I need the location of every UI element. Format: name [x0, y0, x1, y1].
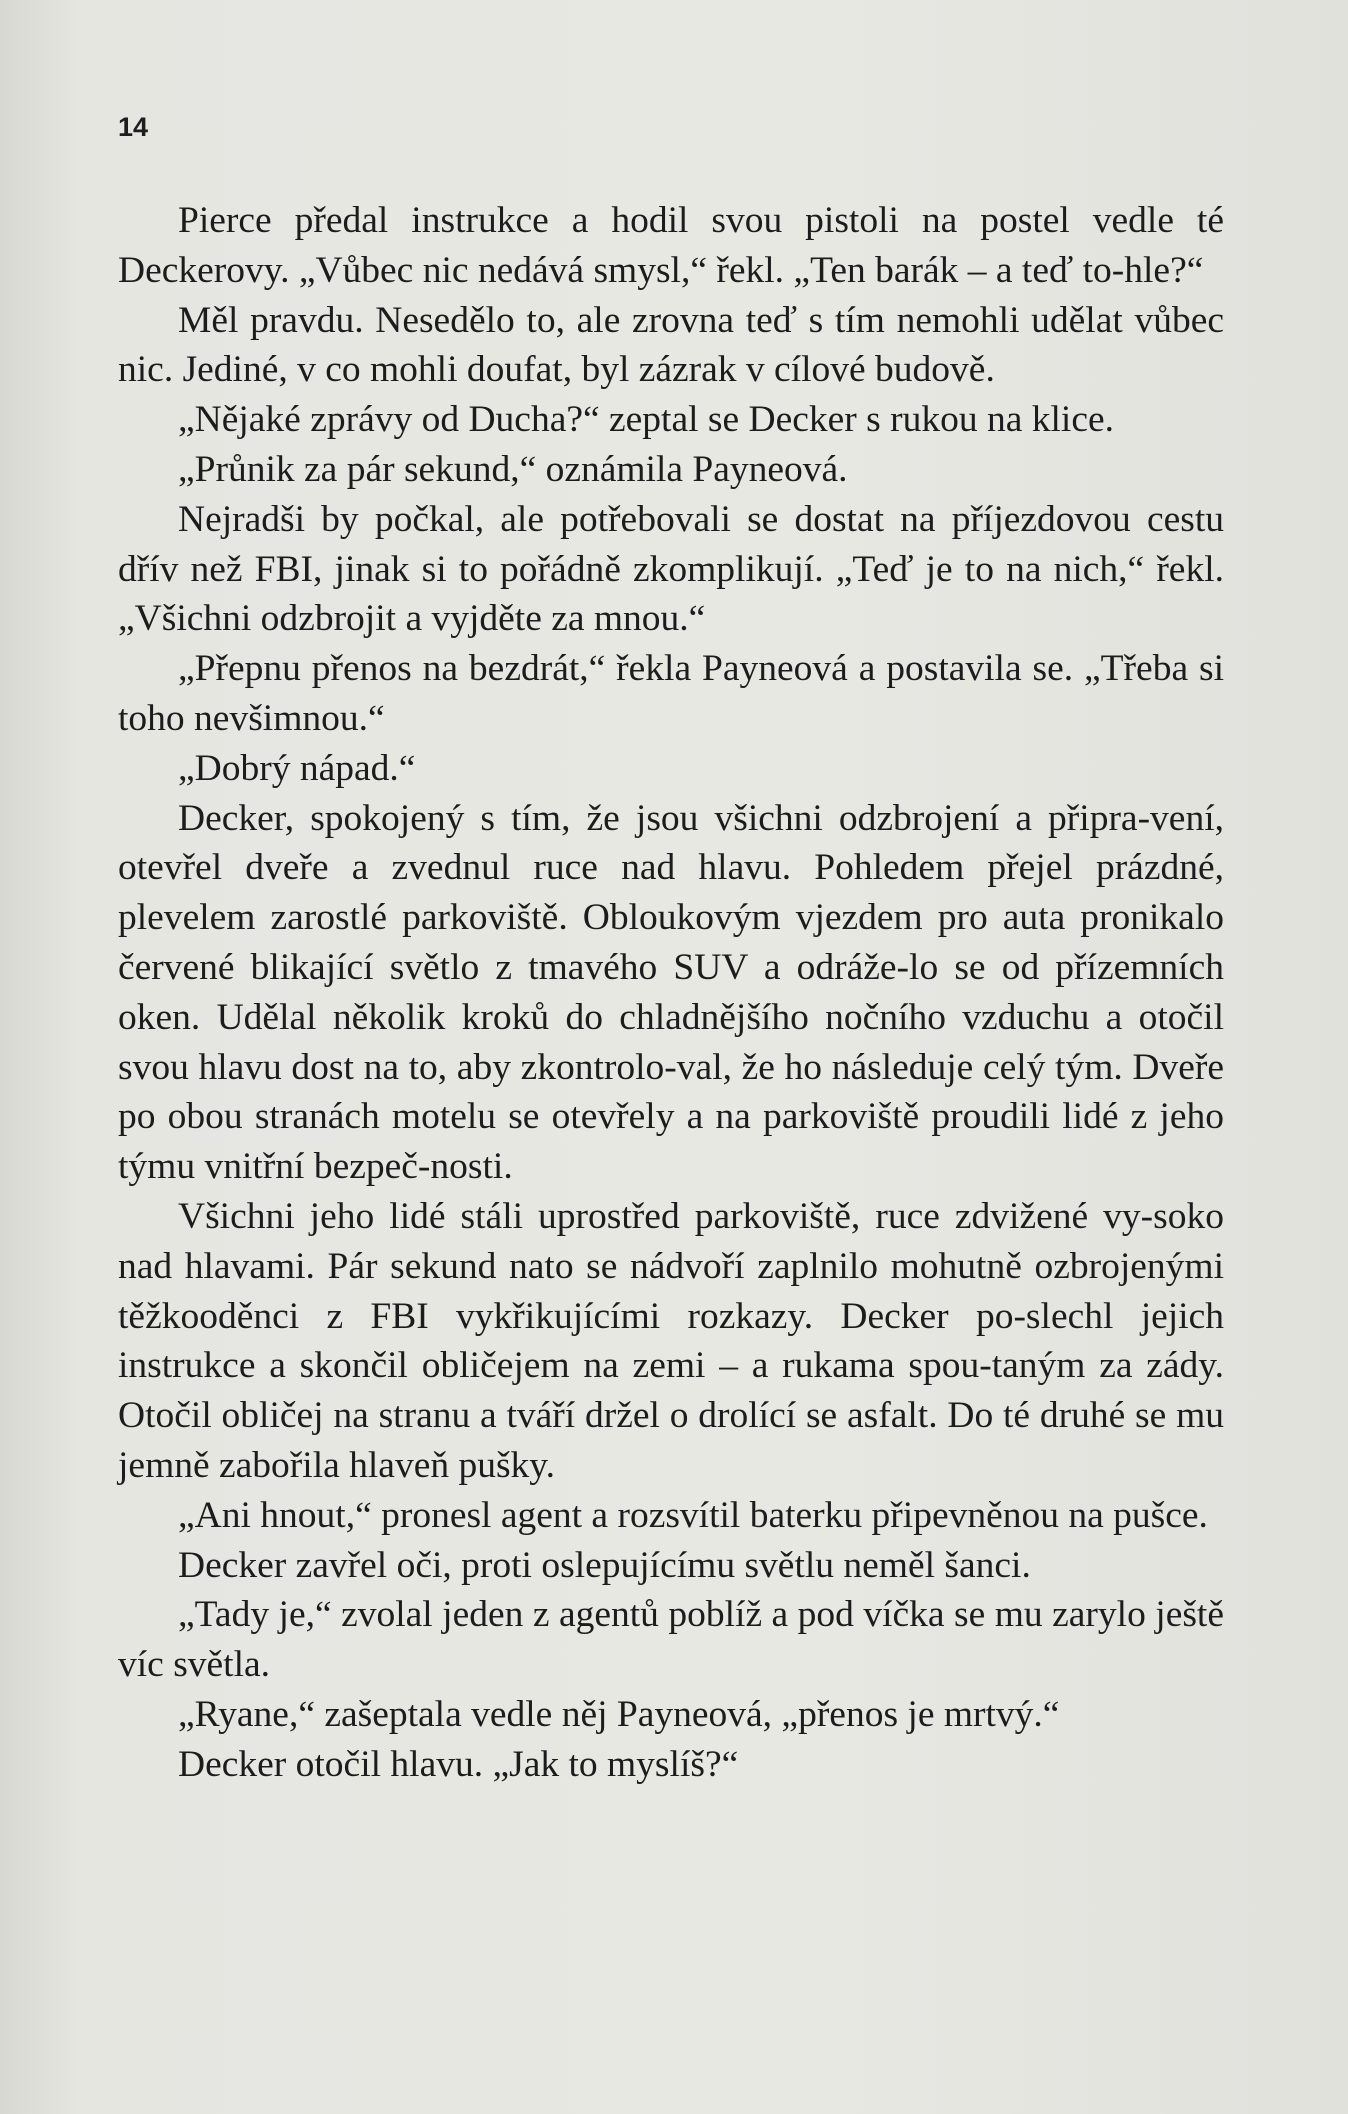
paragraph: Decker, spokojený s tím, že jsou všichni odzbrojení a připra-vení, otevřel dveře a zvednul ruce nad hlavu. Pohledem přejel prázdné, plevelem zarostlé parkoviště. Obloukovým vjezdem pro auta pronikalo červené blikající světlo z tmavého SUV a odráže-lo se od přízemních oken. Udělal několik kroků do chladnějšího nočního vzduchu a otočil svou hlavu dost na to, aby zkontrolo-val, že ho následuje celý tým. Dveře po obou stranách motelu se otevřely a na parkoviště proudili lidé z jeho týmu vnitřní bezpeč-nosti.: [118, 797, 1224, 1188]
paragraph: „Ryane,“ zašeptala vedle něj Payneová, „přenos je mrtvý.“: [178, 1693, 1060, 1735]
paragraph: „Nějaké zprávy od Ducha?“ zeptal se Decker s rukou na klice.: [178, 399, 1114, 441]
paragraph: „Ani hnout,“ pronesl agent a rozsvítil baterku připevněnou na pušce.: [178, 1494, 1208, 1536]
paragraph: „Přepnu přenos na bezdrát,“ řekla Payneová a postavila se. „Třeba si toho nevšimnou.“: [118, 648, 1224, 739]
page-number: 14: [118, 112, 149, 142]
paragraph: Decker otočil hlavu. „Jak to myslíš?“: [178, 1743, 739, 1785]
paragraph: Měl pravdu. Nesedělo to, ale zrovna teď s tím nemohli udělat vůbec nic. Jediné, v co mohli doufat, byl zázrak v cílové budově.: [118, 299, 1224, 391]
paragraph: Decker zavřel oči, proti oslepujícímu světlu neměl šanci.: [178, 1544, 1031, 1586]
paragraph: Všichni jeho lidé stáli uprostřed parkoviště, ruce zdvižené vy-soko nad hlavami. Pár sekund nato se nádvoří zaplnilo mohutně ozbrojenými těžkooděnci z FBI vykřikujícími rozkazy. Decker po-slechl jejich instrukce a skončil obličejem na zemi – a rukama spou-taným za zády. Otočil obličej na stranu a tváří držel o drolící se asfalt. Do té druhé se mu jemně zabořila hlaveň pušky.: [118, 1195, 1224, 1486]
paragraph: Nejradši by počkal, ale potřebovali se dostat na příjezdovou cestu dřív než FBI, jinak si to pořádně zkomplikují. „Teď je to na nich,“ řekl. „Všichni odzbrojit a vyjděte za mnou.“: [118, 498, 1224, 640]
paragraph: „Tady je,“ zvolal jeden z agentů poblíž a pod víčka se mu zarylo ještě víc světla.: [118, 1594, 1224, 1686]
paragraph: „Průnik za pár sekund,“ oznámila Payneová.: [178, 448, 848, 490]
body-text: [118, 196, 1224, 1790]
paragraph: Pierce předal instrukce a hodil svou pistoli na postel vedle té Deckerovy. „Vůbec nic nedává smysl,“ řekl. „Ten barák – a teď to-hle?“: [118, 200, 1224, 291]
paragraph: „Dobrý nápad.“: [178, 747, 416, 789]
